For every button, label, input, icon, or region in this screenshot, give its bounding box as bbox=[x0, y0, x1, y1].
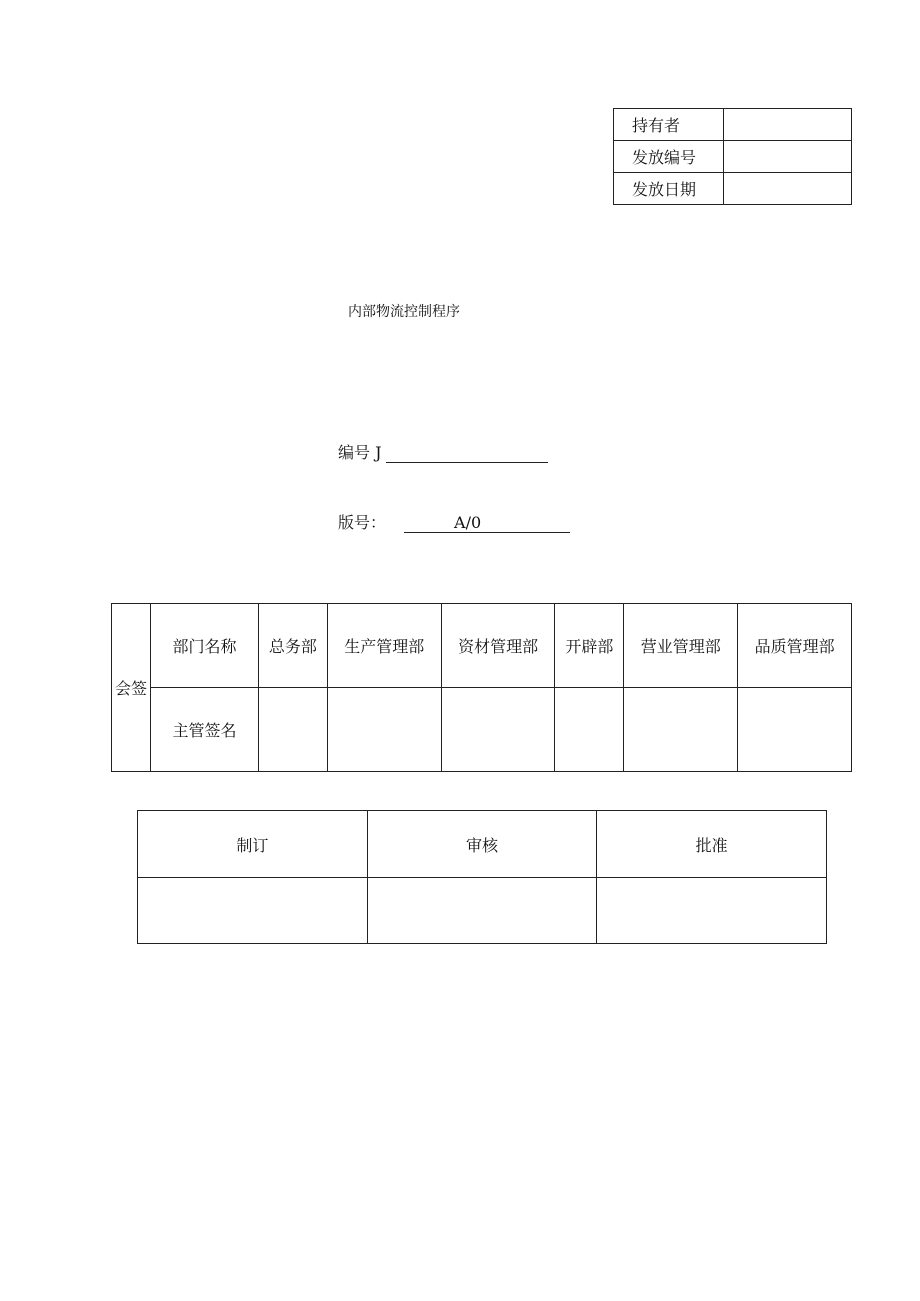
issue-date-label: 发放日期 bbox=[614, 173, 724, 205]
approval-header-row bbox=[138, 811, 827, 878]
department-cell: 总务部 bbox=[259, 604, 328, 688]
approved-header: 批准 bbox=[597, 811, 827, 878]
issue-date-value bbox=[724, 173, 852, 205]
holder-row bbox=[614, 109, 852, 141]
department-cell: 营业管理部 bbox=[624, 604, 738, 688]
version-field bbox=[338, 510, 570, 533]
version-label: 版号： bbox=[338, 513, 387, 532]
department-cell: 生产管理部 bbox=[327, 604, 441, 688]
reviewed-header: 审核 bbox=[367, 811, 597, 878]
signature-cell bbox=[555, 688, 624, 772]
drafted-header: 制订 bbox=[138, 811, 368, 878]
countersign-table bbox=[111, 603, 852, 772]
approval-table bbox=[137, 810, 827, 944]
countersign-label: 会签 bbox=[112, 604, 151, 772]
department-cell: 开辟部 bbox=[555, 604, 624, 688]
document-number-field bbox=[338, 440, 548, 463]
signature-cell bbox=[738, 688, 852, 772]
department-cell: 资材管理部 bbox=[441, 604, 555, 688]
issue-number-value bbox=[724, 141, 852, 173]
issue-number-label: 发放编号 bbox=[614, 141, 724, 173]
issue-date-row bbox=[614, 173, 852, 205]
signature-cell bbox=[327, 688, 441, 772]
issue-number-row bbox=[614, 141, 852, 173]
document-number-underline bbox=[386, 444, 548, 463]
signature-row bbox=[112, 688, 852, 772]
supervisor-signature-header: 主管签名 bbox=[151, 688, 259, 772]
department-name-header: 部门名称 bbox=[151, 604, 259, 688]
holder-label: 持有者 bbox=[614, 109, 724, 141]
signature-cell bbox=[441, 688, 555, 772]
reviewed-signature-cell bbox=[367, 878, 597, 944]
signature-cell bbox=[259, 688, 328, 772]
holder-value bbox=[724, 109, 852, 141]
document-title: 内部物流控制程序 bbox=[348, 304, 460, 320]
holder-info-table bbox=[613, 108, 852, 205]
version-value: A/0 bbox=[454, 513, 482, 532]
signature-cell bbox=[624, 688, 738, 772]
department-cell: 品质管理部 bbox=[738, 604, 852, 688]
version-underline bbox=[404, 514, 570, 533]
drafted-signature-cell bbox=[138, 878, 368, 944]
document-number-label: 编号 J bbox=[338, 443, 382, 462]
approved-signature-cell bbox=[597, 878, 827, 944]
department-row bbox=[112, 604, 852, 688]
approval-signature-row bbox=[138, 878, 827, 944]
